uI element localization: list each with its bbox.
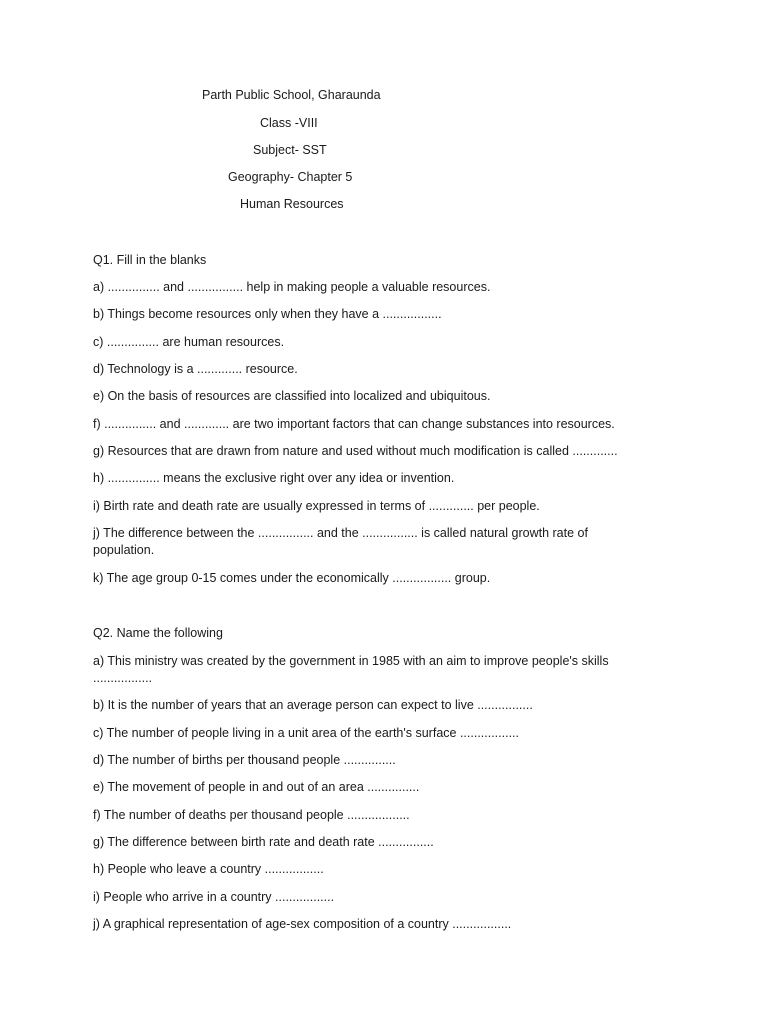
q2-item-b: b) It is the number of years that an average person can expect to live ................ xyxy=(93,698,533,712)
q1-item-c: c) ............... are human resources. xyxy=(93,335,285,349)
school-name: Parth Public School, Gharaunda xyxy=(202,88,381,102)
q1-item-i: i) Birth rate and death rate are usually expressed in terms of ............. per people. xyxy=(93,499,540,513)
q2-item-c: c) The number of people living in a unit area of the earth's surface ................. xyxy=(93,726,519,740)
q1-item-j: j) The difference between the ................ and the ................ is called natural growth rate of population. xyxy=(93,526,588,557)
q2-item-f: f) The number of deaths per thousand people .................. xyxy=(93,808,410,822)
q1-item-f: f) ............... and ............. are two important factors that can change substances into resources. xyxy=(93,417,615,431)
q1-item-d: d) Technology is a ............. resource. xyxy=(93,362,298,376)
q1-item-h: h) ............... means the exclusive right over any idea or invention. xyxy=(93,471,455,485)
q2-item-e: e) The movement of people in and out of an area ............... xyxy=(93,780,420,794)
q2-item-j: j) A graphical representation of age-sex composition of a country ................. xyxy=(93,917,512,931)
topic-title: Human Resources xyxy=(240,197,344,211)
q1-item-b: b) Things become resources only when they have a ................. xyxy=(93,307,442,321)
q1-item-a: a) ............... and ................ help in making people a valuable resources. xyxy=(93,280,491,294)
q2-item-d: d) The number of births per thousand people ............... xyxy=(93,753,396,767)
q2-item-a: a) This ministry was created by the government in 1985 with an aim to improve people's skills ................. xyxy=(93,654,609,685)
chapter-label: Geography- Chapter 5 xyxy=(228,170,353,184)
q2-item-h: h) People who leave a country ................. xyxy=(93,862,324,876)
q2-item-i: i) People who arrive in a country ................. xyxy=(93,890,335,904)
q1-item-e: e) On the basis of resources are classified into localized and ubiquitous. xyxy=(93,389,491,403)
class-label: Class -VIII xyxy=(260,116,318,130)
q1-heading: Q1. Fill in the blanks xyxy=(93,253,207,267)
q1-item-g: g) Resources that are drawn from nature and used without much modification is called ............. xyxy=(93,444,618,458)
q1-item-k: k) The age group 0-15 comes under the economically ................. group. xyxy=(93,571,491,585)
q2-heading: Q2. Name the following xyxy=(93,626,223,640)
subject-label: Subject- SST xyxy=(253,143,327,157)
q2-item-g: g) The difference between birth rate and death rate ................ xyxy=(93,835,434,849)
